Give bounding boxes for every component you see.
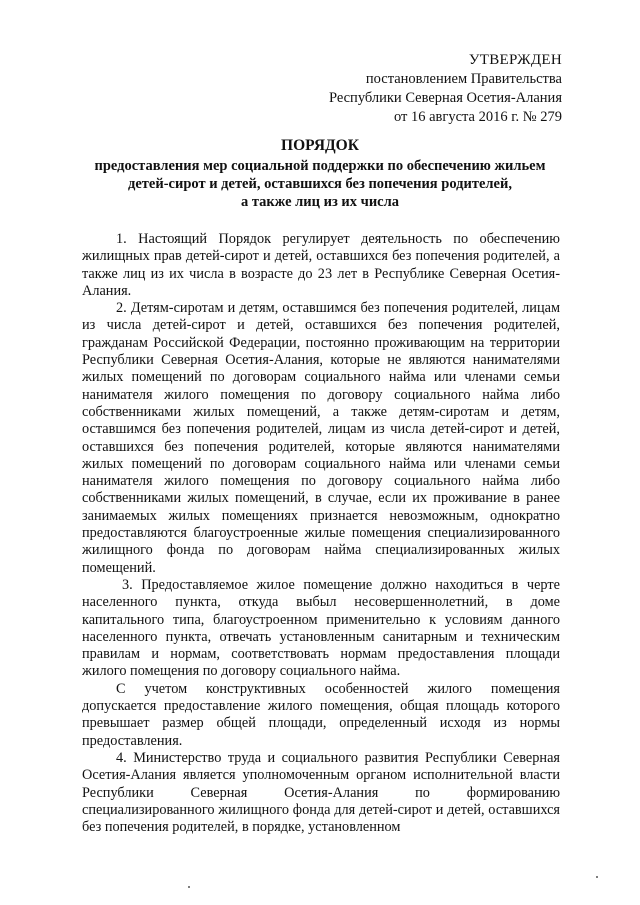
- title-main: ПОРЯДОК: [281, 137, 359, 154]
- title-subtitle-line-1: предоставления мер социальной поддержки по обеспечению жильем: [94, 158, 546, 174]
- scan-speck: [188, 886, 190, 888]
- title-subtitle-line-2: детей-сирот и детей, оставшихся без попечения родителей,: [128, 176, 512, 192]
- paragraph-3-note: С учетом конструктивных особенностей жилого помещения допускается предоставление жилого помещения, общая площадь которого превышает размер общей площади, определенный исходя из нормы предоставления.: [82, 680, 560, 749]
- approval-line-2: Республики Северная Осетия-Алания: [328, 90, 562, 106]
- paragraph-2: 2. Детям-сиротам и детям, оставшимся без попечения родителей, лицам из числа детей-сирот и детей, оставшихся без попечения родителей, гражданам Российской Федерации, постоянно проживающим на территории Республики Северная Осетия-Алания, которые не являются нанимателями жилых помещений по договорам социального найма или членами семьи нанимателя жилого помещения по договору социального найма либо собственниками жилых помещений, а также детям-сиротам и детям, оставшимся без попечения родителей, лицам из числа детей-сирот и детей, оставшихся без попечения родителей, которые являются нанимателями жилых помещений по договорам социального найма или членами семьи нанимателя жилого помещения по договору социального найма либо собственниками жилых помещений, в случае, если их проживание в ранее занимаемых жилых помещениях признается невозможным, однократно предоставляются благоустроенные жилые помещения специализированного жилищного фонда по договорам найма специализированных жилых помещений.: [82, 300, 560, 576]
- approval-block: [329, 51, 562, 127]
- title-subtitle-line-3: а также лиц из их числа: [240, 194, 400, 210]
- document-title: [80, 137, 560, 211]
- approval-line-1: постановлением Правительства: [365, 71, 562, 87]
- paragraph-1: 1. Настоящий Порядок регулирует деятельность по обеспечению жилищных прав детей-сирот и детей, оставшихся без попечения родителей, а также лиц из их числа в возрасте до 23 лет в Республике Северная Осетия-Алания.: [82, 231, 560, 299]
- scan-speck: [596, 876, 598, 878]
- approval-heading: УТВЕРЖДЕН: [468, 52, 562, 68]
- paragraph-3: 3. Предоставляемое жилое помещение должно находиться в черте населенного пункта, откуда выбыл несовершеннолетний, в доме капитального типа, благоустроенном применительно к условиям данного населенного пункта, отвечать установленным санитарным и техническим правилам и нормам, соответствовать нормам предоставления площади жилого помещения по договору социального найма.: [82, 576, 560, 680]
- document-body: [82, 231, 560, 836]
- approval-line-3: от 16 августа 2016 г. № 279: [393, 109, 562, 125]
- paragraph-4: 4. Министерство труда и социального развития Республики Северная Осетия-Алания является уполномоченным органом исполнительной власти Республики Северная Осетия-Алания по формированию специализированного жилищного фонда для детей-сирот и детей, оставшихся без попечения родителей, в порядке, установленном: [82, 749, 560, 836]
